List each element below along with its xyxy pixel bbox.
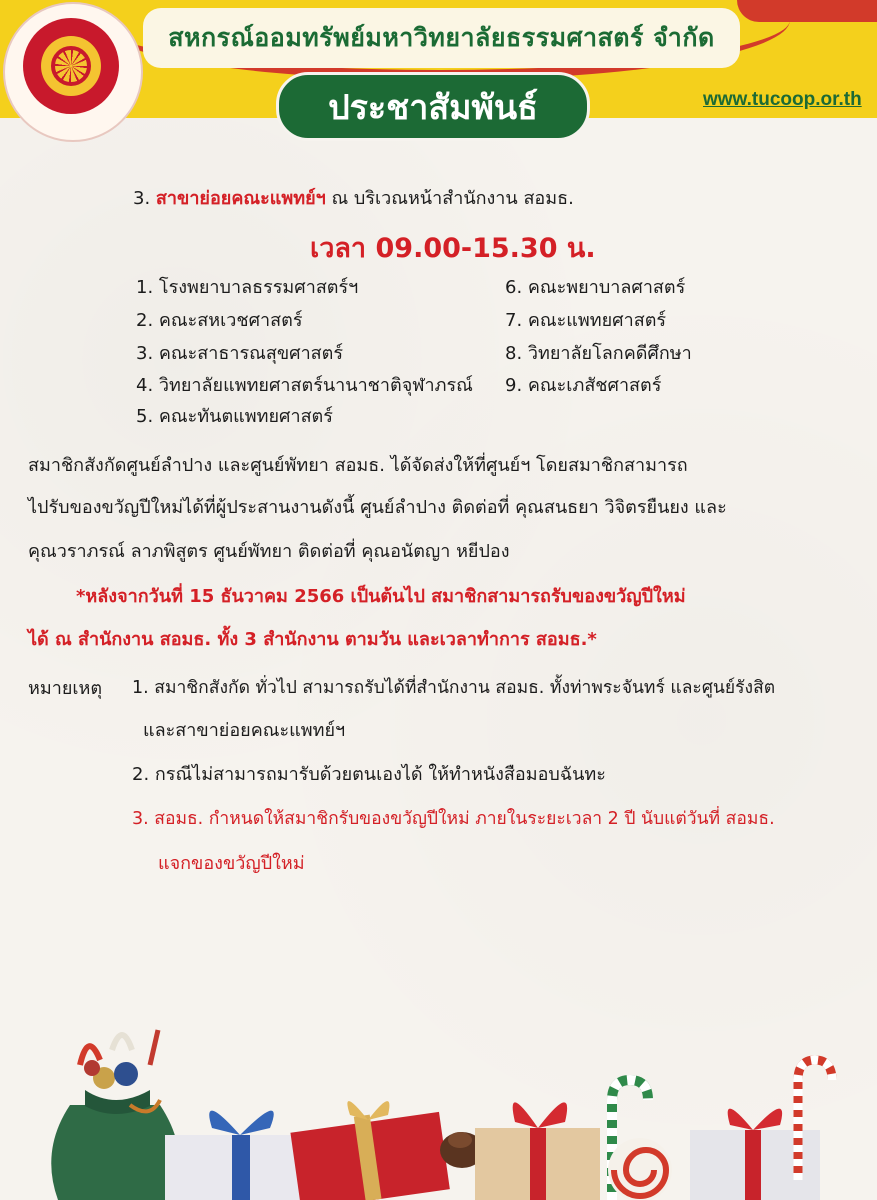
- title-banner: [143, 8, 740, 68]
- unit-item: 2. คณะสหเวชศาสตร์: [136, 310, 303, 331]
- remark-item: 3. สอมธ. กำหนดให้สมาชิกรับของขวัญปีใหม่ ภายในระยะเวลา 2 ปี นับแต่วันที่ สอมธ.: [132, 809, 775, 829]
- logo-inner: [41, 36, 101, 96]
- remark-item: 1. สมาชิกสังกัด ทั่วไป สามารถรับได้ที่สำนักงาน สอมธ. ทั้งท่าพระจันทร์ และศูนย์รังสิต: [132, 678, 776, 698]
- paragraph-line: คุณวราภรณ์ ลาภพิสูตร ศูนย์พัทยา ติดต่อที่ คุณอนัตญา หยีปอง: [28, 541, 510, 562]
- branch-number: 3.: [133, 188, 151, 209]
- unit-item: 1. โรงพยาบาลธรรมศาสตร์ฯ: [136, 277, 359, 298]
- section-title: ประชาสัมพันธ์: [328, 87, 538, 128]
- notice-line: ได้ ณ สำนักงาน สอมธ. ทั้ง 3 สำนักงาน ตามวัน และเวลาทำการ สอมธ.*: [28, 629, 597, 650]
- unit-item: 6. คณะพยาบาลศาสตร์: [505, 277, 686, 298]
- header-red-corner: [737, 0, 877, 22]
- section-banner: [276, 72, 590, 141]
- paragraph-line: ไปรับของขวัญปีใหม่ได้ที่ผู้ประสานงานดังนี้ ศูนย์ลำปาง ติดต่อที่ คุณสนธยา วิจิตรยืนยง และ: [28, 497, 727, 518]
- unit-item: 7. คณะแพทยศาสตร์: [505, 310, 667, 331]
- remark-item: 2. กรณีไม่สามารถมารับด้วยตนเองได้ ให้ทำหนังสือมอบฉันทะ: [132, 764, 606, 785]
- branch-time: เวลา 09.00-15.30 น.: [310, 233, 596, 264]
- christmas-gifts-illustration: [0, 1010, 877, 1200]
- remarks-label: หมายเหตุ: [28, 678, 103, 699]
- notice-line: *หลังจากวันที่ 15 ธันวาคม 2566 เป็นต้นไป สมาชิกสามารถรับของขวัญปีใหม่: [76, 586, 686, 607]
- unit-item: 8. วิทยาลัยโลกคดีศึกษา: [505, 343, 692, 364]
- remark-item-cont: แจกของขวัญปีใหม่: [158, 853, 305, 874]
- branch-location: ณ บริเวณหน้าสำนักงาน สอมธ.: [331, 188, 574, 209]
- paragraph-line: สมาชิกสังกัดศูนย์ลำปาง และศูนย์พัทยา สอมธ. ได้จัดส่งให้ที่ศูนย์ฯ โดยสมาชิกสามารถ: [28, 455, 688, 476]
- coop-logo: [3, 2, 143, 142]
- branch-line: [133, 190, 574, 208]
- unit-item: 5. คณะทันตแพทยศาสตร์: [136, 406, 333, 427]
- gift-sack-icon: [51, 1105, 180, 1200]
- remark-item-cont: และสาขาย่อยคณะแพทย์ฯ: [143, 720, 346, 741]
- unit-item: 4. วิทยาลัยแพทยศาสตร์นานาชาติจุฬาภรณ์: [136, 375, 473, 396]
- unit-item: 9. คณะเภสัชศาสตร์: [505, 375, 662, 396]
- lollipop-icon: [608, 1138, 672, 1200]
- unit-item: 3. คณะสาธารณสุขศาสตร์: [136, 343, 344, 364]
- dharma-wheel-icon: [51, 46, 91, 86]
- website-link[interactable]: www.tucoop.or.th: [703, 89, 862, 110]
- branch-name: สาขาย่อยคณะแพทย์ฯ: [155, 188, 326, 209]
- logo-ring: [23, 18, 119, 114]
- page-title: สหกรณ์ออมทรัพย์มหาวิทยาลัยธรรมศาสตร์ จำกัด: [168, 23, 715, 52]
